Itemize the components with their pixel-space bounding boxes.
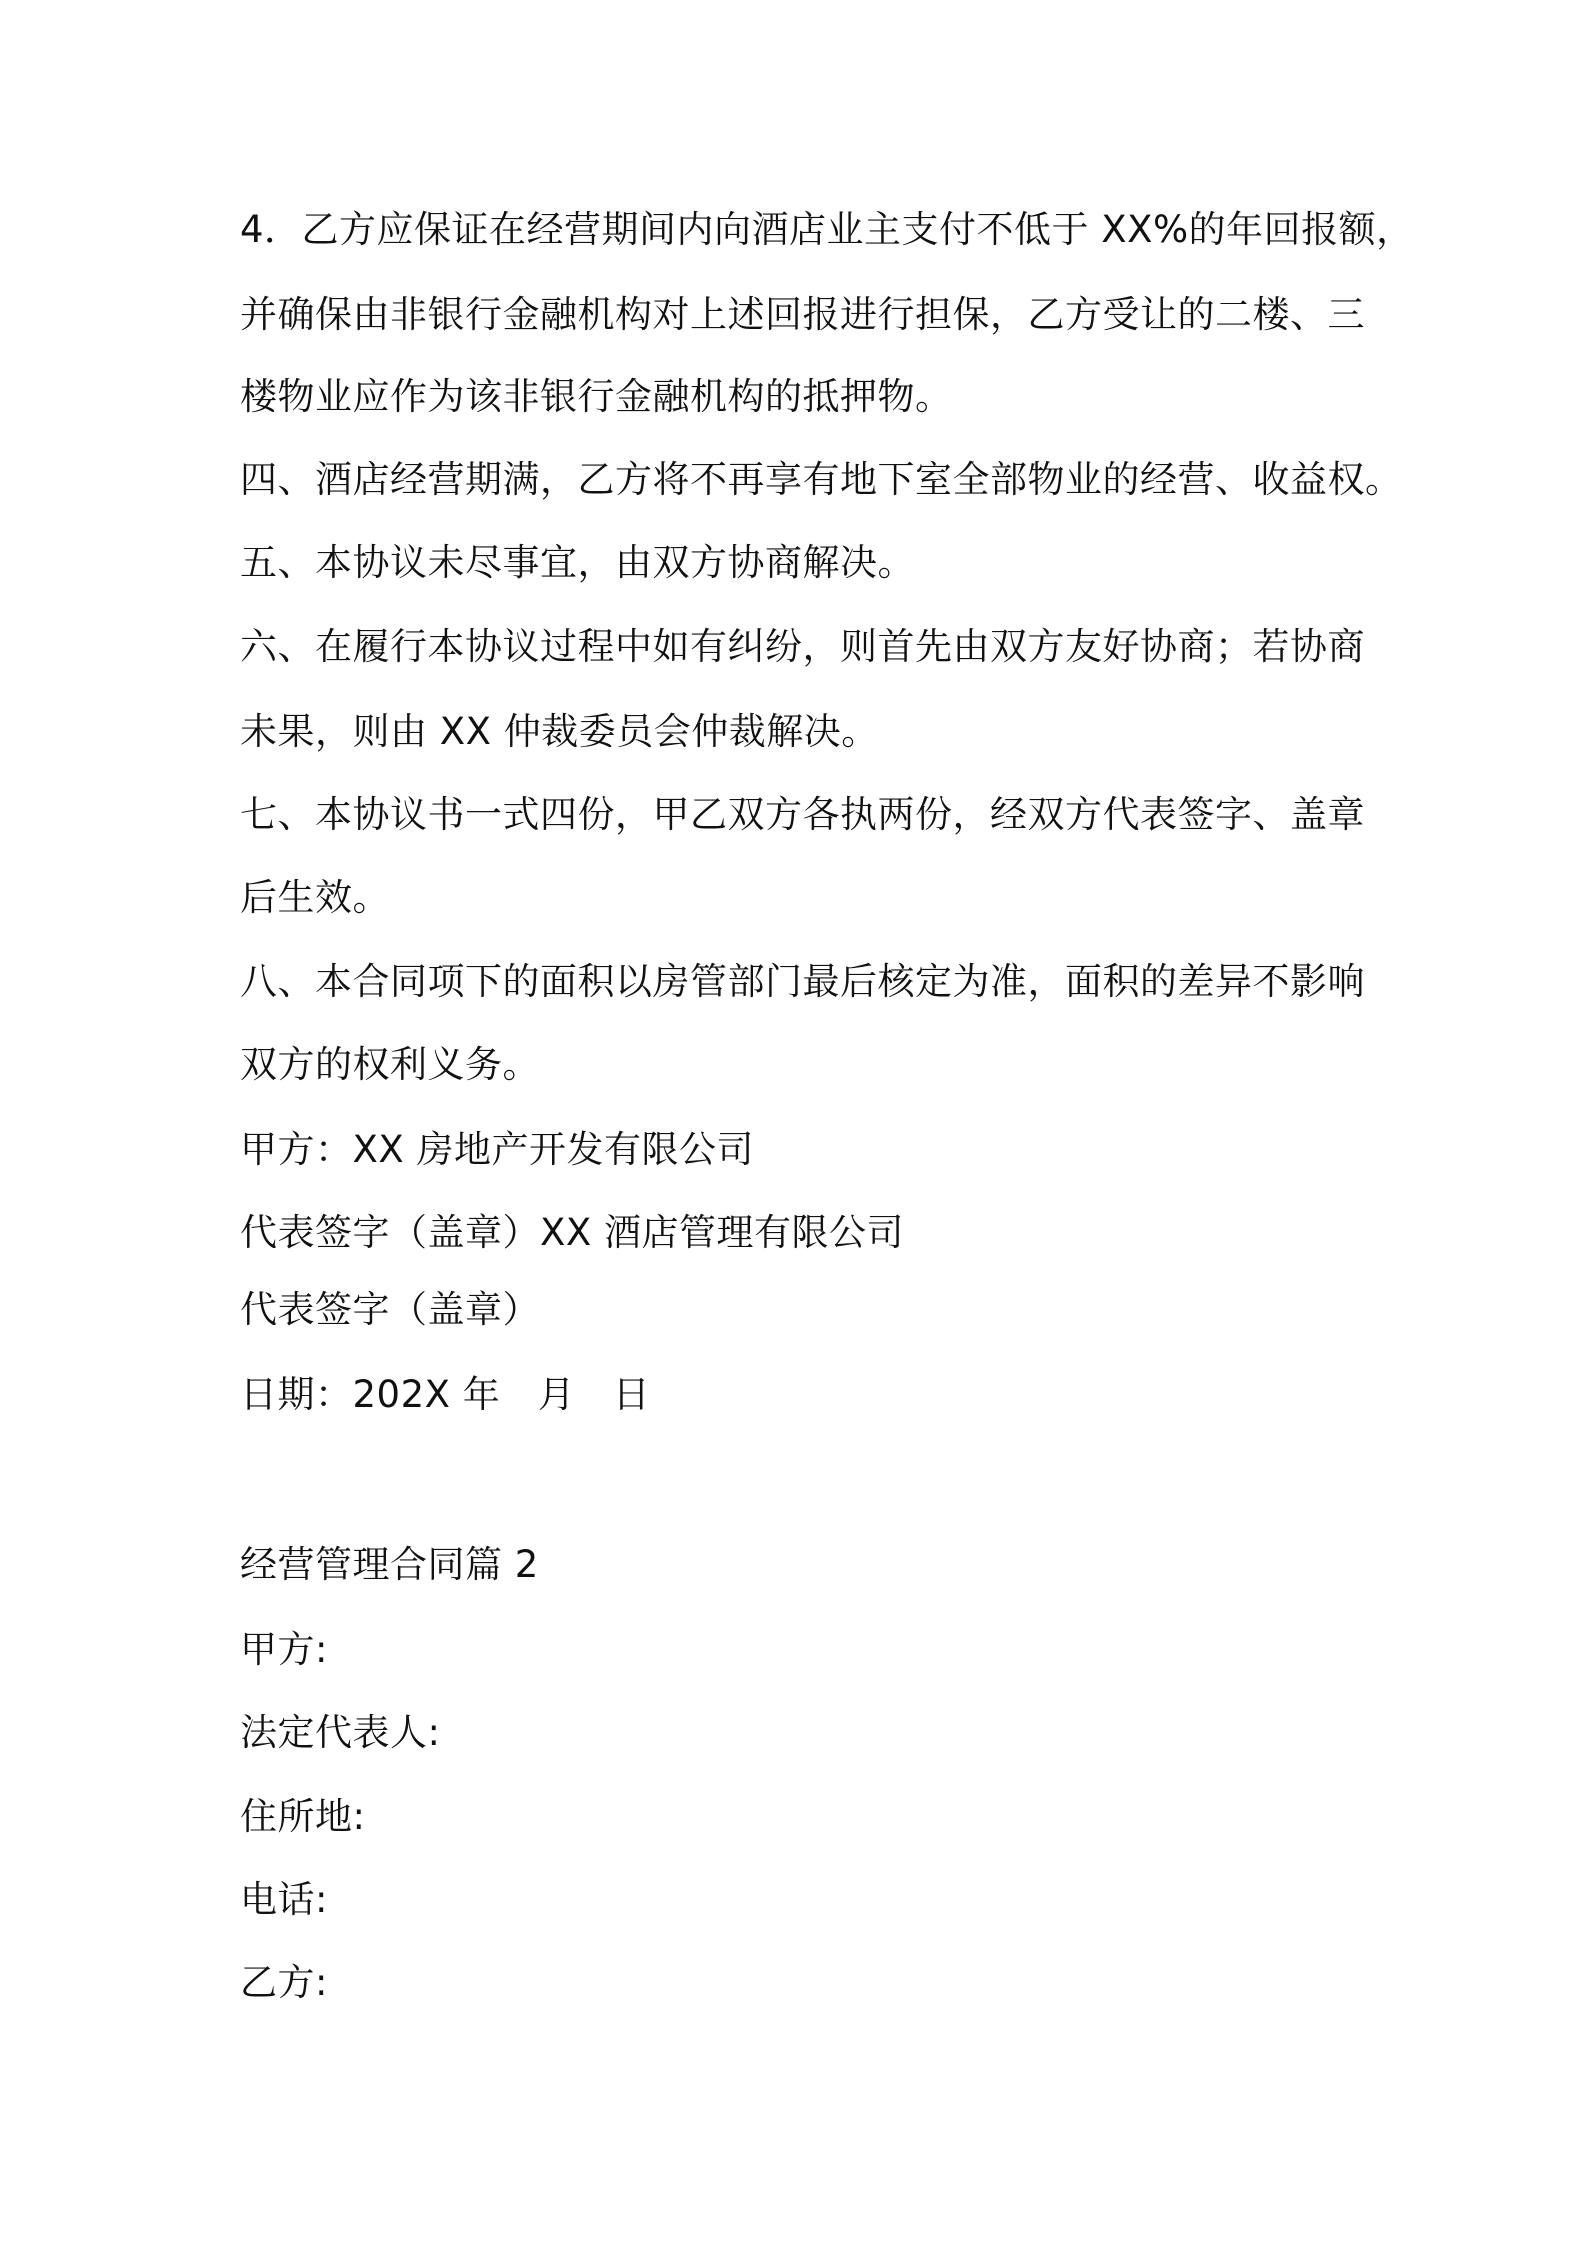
address-label: 住所地:: [240, 1795, 366, 1838]
clause-line: 后生效。: [240, 876, 390, 919]
clause-line: 未果，则由 XX 仲裁委员会仲裁解决。: [240, 710, 879, 753]
legal-rep-label: 法定代表人:: [240, 1711, 441, 1754]
party-b-label: 乙方:: [240, 1961, 328, 2004]
clause-line: 八、本合同项下的面积以房管部门最后核定为准，面积的差异不影响: [240, 960, 1365, 1003]
clause-line: 五、本协议未尽事宜，由双方协商解决。: [240, 541, 915, 584]
phone-label: 电话:: [240, 1878, 328, 1921]
representative-b-line: 代表签字（盖章）: [240, 1288, 540, 1331]
party-a-label: 甲方:: [240, 1628, 328, 1671]
clause-line: 双方的权利义务。: [240, 1043, 540, 1086]
date-line: 日期：202X 年 月 日: [240, 1373, 651, 1416]
contract-2-title: 经营管理合同篇 2: [240, 1543, 539, 1586]
clause-line: 楼物业应作为该非银行金融机构的抵押物。: [240, 375, 953, 418]
clause-line: 七、本协议书一式四份，甲乙双方各执两份，经双方代表签字、盖章: [240, 793, 1365, 836]
clause-line: 四、酒店经营期满，乙方将不再享有地下室全部物业的经营、收益权。: [240, 458, 1403, 501]
representative-a-line: 代表签字（盖章）XX 酒店管理有限公司: [240, 1211, 904, 1254]
clause-line: 并确保由非银行金融机构对上述回报进行担保，乙方受让的二楼、三: [240, 293, 1365, 336]
clause-line: 4．乙方应保证在经营期间内向酒店业主支付不低于 XX%的年回报额，: [240, 208, 1414, 251]
party-a-line: 甲方：XX 房地产开发有限公司: [240, 1128, 754, 1171]
clause-line: 六、在履行本协议过程中如有纠纷，则首先由双方友好协商；若协商: [240, 625, 1365, 668]
